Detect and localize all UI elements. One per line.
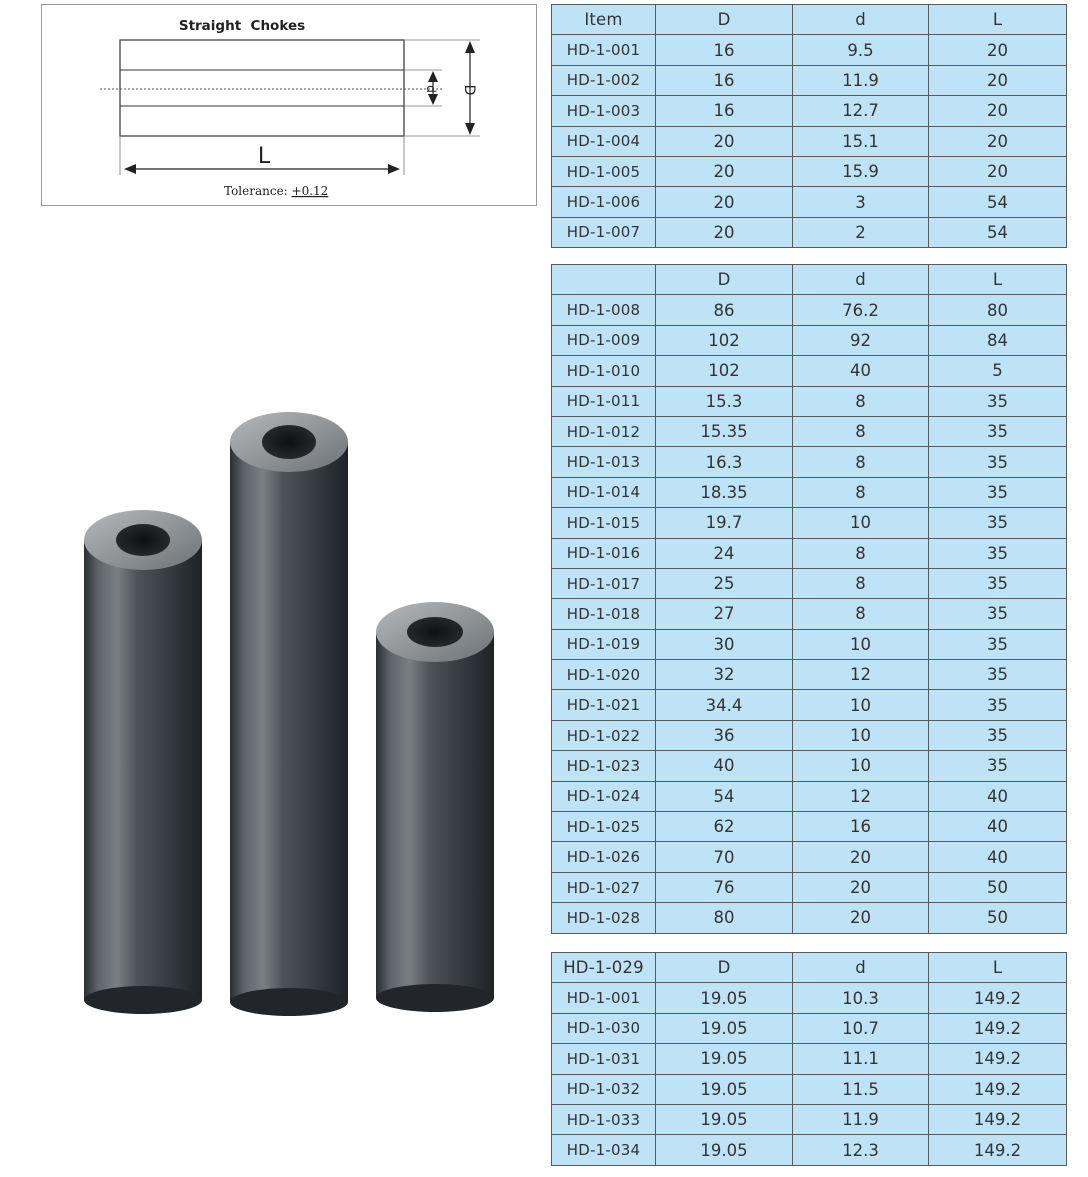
header-cell-L: L — [929, 265, 1067, 295]
table-row — [552, 325, 1067, 355]
header-cell-L: L — [929, 5, 1067, 35]
spec-table-2 — [551, 264, 1067, 934]
cell-d: 10 — [793, 690, 929, 720]
cell-d: 8 — [793, 538, 929, 568]
table-row — [552, 35, 1067, 65]
cell-D: 19.05 — [656, 1044, 793, 1074]
cell-item: HD-1-005 — [552, 156, 656, 186]
cell-item: HD-1-030 — [552, 1013, 656, 1043]
cell-L: 40 — [929, 781, 1067, 811]
table-row — [552, 156, 1067, 186]
cell-D: 16 — [656, 35, 793, 65]
table-row — [552, 1135, 1067, 1165]
cell-D: 16.3 — [656, 447, 793, 477]
diagram-drawing — [42, 5, 538, 207]
cell-D: 102 — [656, 325, 793, 355]
cell-L: 20 — [929, 96, 1067, 126]
cell-item: HD-1-019 — [552, 629, 656, 659]
table-row — [552, 781, 1067, 811]
cell-L: 35 — [929, 538, 1067, 568]
cell-item: HD-1-022 — [552, 720, 656, 750]
choke-outline — [120, 40, 404, 136]
cell-L: 54 — [929, 217, 1067, 247]
L-label: L — [257, 144, 271, 169]
ferrite-tubes-photo — [60, 390, 520, 1030]
cell-item: HD-1-033 — [552, 1104, 656, 1134]
cell-L: 80 — [929, 295, 1067, 325]
cell-L: 20 — [929, 126, 1067, 156]
cell-L: 50 — [929, 903, 1067, 933]
cell-D: 19.7 — [656, 508, 793, 538]
cell-D: 20 — [656, 126, 793, 156]
table-header-row — [552, 953, 1067, 983]
table-row — [552, 1074, 1067, 1104]
cell-D: 34.4 — [656, 690, 793, 720]
L-arrow-left — [124, 164, 136, 174]
table-row — [552, 842, 1067, 872]
cell-D: 20 — [656, 156, 793, 186]
cell-d: 10 — [793, 720, 929, 750]
d-arrow-down — [428, 94, 438, 105]
cell-item: HD-1-011 — [552, 386, 656, 416]
dimension-diagram — [41, 4, 537, 206]
cell-d: 16 — [793, 812, 929, 842]
cell-item: HD-1-001 — [552, 983, 656, 1013]
cell-item: HD-1-008 — [552, 295, 656, 325]
cell-d: 10.7 — [793, 1013, 929, 1043]
cell-item: HD-1-006 — [552, 187, 656, 217]
cell-L: 35 — [929, 508, 1067, 538]
cell-d: 92 — [793, 325, 929, 355]
cell-L: 20 — [929, 65, 1067, 95]
cell-item: HD-1-003 — [552, 96, 656, 126]
cell-item: HD-1-023 — [552, 751, 656, 781]
cell-item: HD-1-017 — [552, 568, 656, 598]
cell-L: 40 — [929, 842, 1067, 872]
cell-D: 32 — [656, 660, 793, 690]
cell-d: 15.1 — [793, 126, 929, 156]
spec-table-1 — [551, 4, 1067, 248]
table-row — [552, 416, 1067, 446]
cell-d: 11.9 — [793, 65, 929, 95]
cell-d: 2 — [793, 217, 929, 247]
table-row — [552, 96, 1067, 126]
cell-d: 8 — [793, 599, 929, 629]
cell-L: 149.2 — [929, 983, 1067, 1013]
cell-d: 8 — [793, 477, 929, 507]
D-label: D — [461, 84, 477, 96]
cell-L: 35 — [929, 386, 1067, 416]
table-row — [552, 812, 1067, 842]
cell-item: HD-1-027 — [552, 872, 656, 902]
cell-D: 25 — [656, 568, 793, 598]
tolerance-prefix: Tolerance: — [224, 184, 292, 198]
cell-item: HD-1-016 — [552, 538, 656, 568]
tube-right — [376, 602, 494, 1012]
cell-D: 86 — [656, 295, 793, 325]
cell-item: HD-1-012 — [552, 416, 656, 446]
cell-L: 35 — [929, 629, 1067, 659]
d-label: d — [424, 85, 438, 93]
cell-L: 84 — [929, 325, 1067, 355]
cell-item: HD-1-015 — [552, 508, 656, 538]
table-row — [552, 690, 1067, 720]
cell-D: 19.05 — [656, 1013, 793, 1043]
cell-item: HD-1-018 — [552, 599, 656, 629]
cell-d: 10.3 — [793, 983, 929, 1013]
cell-L: 5 — [929, 356, 1067, 386]
cell-d: 20 — [793, 842, 929, 872]
cell-L: 35 — [929, 599, 1067, 629]
tolerance-value: +0.12 — [291, 184, 329, 198]
table-row — [552, 187, 1067, 217]
spec-table-3 — [551, 952, 1067, 1166]
cell-item: HD-1-007 — [552, 217, 656, 247]
cell-D: 27 — [656, 599, 793, 629]
cell-L: 35 — [929, 477, 1067, 507]
table-row — [552, 508, 1067, 538]
table-row — [552, 477, 1067, 507]
cell-L: 20 — [929, 35, 1067, 65]
table-row — [552, 538, 1067, 568]
table-row — [552, 217, 1067, 247]
cell-L: 40 — [929, 812, 1067, 842]
cell-d: 10 — [793, 629, 929, 659]
cell-L: 149.2 — [929, 1104, 1067, 1134]
cell-d: 8 — [793, 416, 929, 446]
cell-d: 9.5 — [793, 35, 929, 65]
cell-L: 35 — [929, 751, 1067, 781]
cell-D: 70 — [656, 842, 793, 872]
cell-D: 80 — [656, 903, 793, 933]
cell-d: 11.5 — [793, 1074, 929, 1104]
cell-item: HD-1-001 — [552, 35, 656, 65]
table-row — [552, 903, 1067, 933]
table-row — [552, 1013, 1067, 1043]
table-row — [552, 629, 1067, 659]
cell-D: 36 — [656, 720, 793, 750]
table-row — [552, 447, 1067, 477]
table-row — [552, 65, 1067, 95]
cell-d: 40 — [793, 356, 929, 386]
tube-middle — [230, 412, 348, 1016]
cell-item: HD-1-025 — [552, 812, 656, 842]
cell-L: 35 — [929, 720, 1067, 750]
cell-L: 35 — [929, 690, 1067, 720]
header-cell-d: d — [793, 5, 929, 35]
cell-item: HD-1-004 — [552, 126, 656, 156]
cell-d: 8 — [793, 568, 929, 598]
cell-L: 35 — [929, 660, 1067, 690]
cell-item: HD-1-013 — [552, 447, 656, 477]
table-header-row — [552, 265, 1067, 295]
cell-D: 20 — [656, 217, 793, 247]
cell-item: HD-1-009 — [552, 325, 656, 355]
cell-L: 35 — [929, 416, 1067, 446]
table-row — [552, 126, 1067, 156]
header-cell-L: L — [929, 953, 1067, 983]
cell-D: 18.35 — [656, 477, 793, 507]
cell-d: 11.1 — [793, 1044, 929, 1074]
tolerance-text — [224, 184, 328, 198]
cell-item: HD-1-028 — [552, 903, 656, 933]
cell-D: 19.05 — [656, 1104, 793, 1134]
header-cell-item: Item — [552, 5, 656, 35]
cell-item: HD-1-024 — [552, 781, 656, 811]
cell-d: 8 — [793, 386, 929, 416]
cell-d: 3 — [793, 187, 929, 217]
cell-L: 149.2 — [929, 1013, 1067, 1043]
table-row — [552, 872, 1067, 902]
cell-L: 35 — [929, 447, 1067, 477]
cell-d: 20 — [793, 872, 929, 902]
cell-item: HD-1-032 — [552, 1074, 656, 1104]
cell-d: 76.2 — [793, 295, 929, 325]
cell-D: 19.05 — [656, 983, 793, 1013]
table-row — [552, 599, 1067, 629]
cell-L: 149.2 — [929, 1135, 1067, 1165]
cell-D: 40 — [656, 751, 793, 781]
cell-d: 11.9 — [793, 1104, 929, 1134]
cell-item: HD-1-026 — [552, 842, 656, 872]
header-cell-item: HD-1-029 — [552, 953, 656, 983]
cell-L: 50 — [929, 872, 1067, 902]
header-cell-d: d — [793, 265, 929, 295]
cell-d: 15.9 — [793, 156, 929, 186]
cell-d: 10 — [793, 508, 929, 538]
cell-D: 54 — [656, 781, 793, 811]
cell-D: 24 — [656, 538, 793, 568]
header-cell-D: D — [656, 5, 793, 35]
table-row — [552, 568, 1067, 598]
cell-item: HD-1-002 — [552, 65, 656, 95]
header-cell-item — [552, 265, 656, 295]
table-row — [552, 751, 1067, 781]
cell-d: 12 — [793, 781, 929, 811]
cell-d: 12 — [793, 660, 929, 690]
header-cell-D: D — [656, 265, 793, 295]
table-row — [552, 1044, 1067, 1074]
cell-L: 35 — [929, 568, 1067, 598]
cell-item: HD-1-020 — [552, 660, 656, 690]
cell-L: 149.2 — [929, 1044, 1067, 1074]
table-row — [552, 983, 1067, 1013]
cell-D: 16 — [656, 65, 793, 95]
cell-d: 12.3 — [793, 1135, 929, 1165]
cell-D: 30 — [656, 629, 793, 659]
table-row — [552, 720, 1067, 750]
L-arrow-right — [388, 164, 400, 174]
diagram-title: Straight Chokes — [178, 18, 306, 34]
cell-D: 16 — [656, 96, 793, 126]
cell-D: 15.3 — [656, 386, 793, 416]
cell-item: HD-1-034 — [552, 1135, 656, 1165]
table-row — [552, 1104, 1067, 1134]
cell-L: 149.2 — [929, 1074, 1067, 1104]
table-row — [552, 356, 1067, 386]
cell-D: 20 — [656, 187, 793, 217]
D-arrow-up — [465, 41, 475, 53]
cell-D: 15.35 — [656, 416, 793, 446]
cell-d: 12.7 — [793, 96, 929, 126]
cell-D: 19.05 — [656, 1135, 793, 1165]
cell-item: HD-1-021 — [552, 690, 656, 720]
cell-item: HD-1-010 — [552, 356, 656, 386]
D-arrow-down — [465, 123, 475, 135]
cell-L: 20 — [929, 156, 1067, 186]
d-arrow-up — [428, 71, 438, 82]
cell-item: HD-1-014 — [552, 477, 656, 507]
cell-d: 8 — [793, 447, 929, 477]
header-cell-D: D — [656, 953, 793, 983]
table-row — [552, 386, 1067, 416]
cell-d: 10 — [793, 751, 929, 781]
cell-L: 54 — [929, 187, 1067, 217]
table-row — [552, 295, 1067, 325]
cell-D: 102 — [656, 356, 793, 386]
cell-d: 20 — [793, 903, 929, 933]
tube-left — [84, 510, 202, 1014]
cell-item: HD-1-031 — [552, 1044, 656, 1074]
cell-D: 19.05 — [656, 1074, 793, 1104]
cell-D: 62 — [656, 812, 793, 842]
header-cell-d: d — [793, 953, 929, 983]
cell-D: 76 — [656, 872, 793, 902]
table-row — [552, 660, 1067, 690]
table-header-row — [552, 5, 1067, 35]
